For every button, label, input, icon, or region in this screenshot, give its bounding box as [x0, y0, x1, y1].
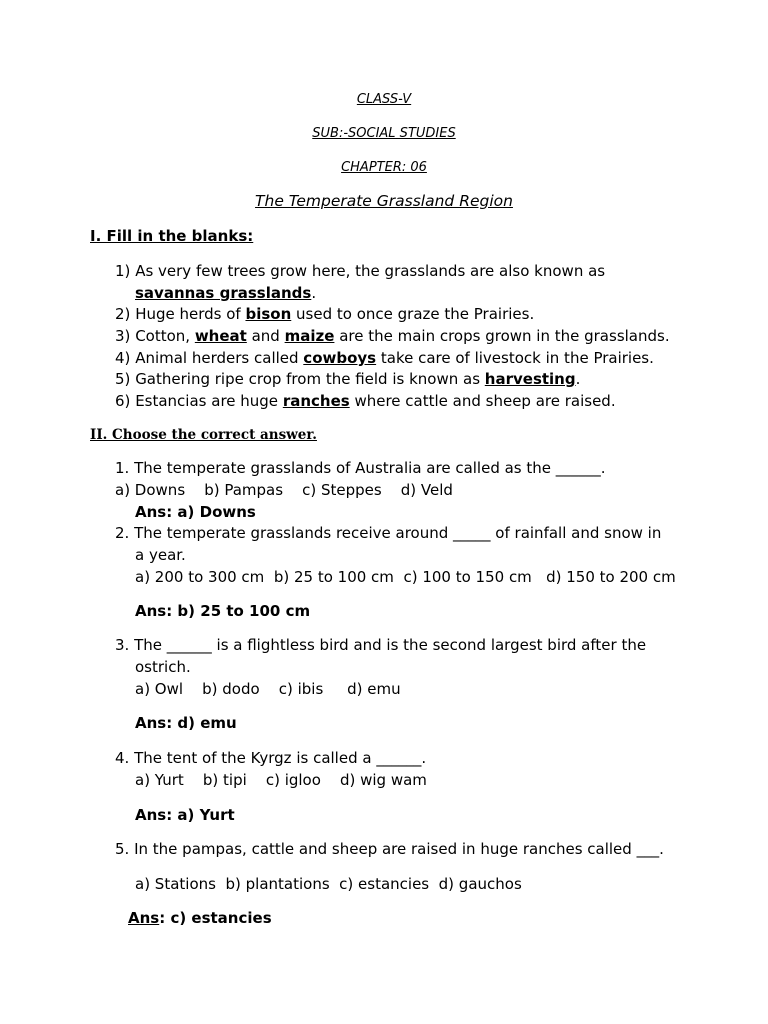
answer-text: : c) estancies [159, 909, 272, 927]
item-text: Estancias are huge [135, 392, 283, 410]
answer-line: Ans: d) emu [135, 714, 237, 732]
list-item-continuation [135, 284, 316, 302]
item-text: . [575, 370, 581, 388]
question [115, 524, 661, 542]
question-options: a) Downs b) Pampas c) Steppes d) Veld [115, 481, 453, 499]
list-item [115, 392, 616, 410]
question [115, 459, 606, 477]
question-text: The temperate grasslands of Australia are called as the ______. [134, 459, 606, 477]
answer-blank: wheat [194, 327, 247, 345]
item-number: 5) [115, 370, 131, 388]
question-text: The tent of the Kyrgz is called a ______. [134, 749, 427, 767]
question-text-continuation: a year. [135, 546, 186, 564]
question-options: a) Owl b) dodo c) ibis d) emu [135, 680, 401, 698]
answer-line: Ans: a) Downs [135, 503, 256, 521]
item-text: are the main crops grown in the grasslands. [334, 327, 670, 345]
question-text-continuation: ostrich. [135, 658, 191, 676]
question-options: a) Stations b) plantations c) estancies d) gauchos [135, 875, 522, 893]
answer-blank: ranches [282, 392, 350, 410]
item-number: 4) [115, 349, 131, 367]
item-number: 2) [115, 305, 131, 323]
item-text: As very few trees grow here, the grasslands are also known as [135, 262, 606, 280]
question-text: The temperate grasslands receive around _____ of rainfall and snow in [134, 524, 662, 542]
page-title: The Temperate Grassland Region [255, 192, 513, 210]
list-item [115, 327, 670, 345]
answer-line [128, 909, 272, 927]
question-text: The ______ is a flightless bird and is the second largest bird after the [134, 636, 647, 654]
question-options: a) Yurt b) tipi c) igloo d) wig wam [135, 771, 427, 789]
chapter-heading: CHAPTER: 06 [341, 160, 427, 175]
answer-label: Ans [128, 909, 160, 927]
item-text: Cotton, [135, 327, 195, 345]
list-item [115, 370, 580, 388]
answer-blank: savannas grasslands [135, 284, 312, 302]
answer-line: Ans: a) Yurt [135, 806, 235, 824]
section-heading-choose-answer: II. Choose the correct answer. [90, 427, 317, 443]
answer-blank: harvesting [484, 370, 576, 388]
question-number: 1. [115, 459, 130, 477]
list-item [115, 349, 654, 367]
item-text: take care of livestock in the Prairies. [376, 349, 654, 367]
item-text: used to once graze the Prairies. [291, 305, 535, 323]
item-text: Gathering ripe crop from the field is known as [135, 370, 485, 388]
item-number: 1) [115, 262, 131, 280]
question [115, 749, 426, 767]
answer-blank: maize [284, 327, 335, 345]
item-text: . [311, 284, 317, 302]
item-number: 3) [115, 327, 131, 345]
list-item [115, 305, 534, 323]
item-text: where cattle and sheep are raised. [349, 392, 616, 410]
subject-heading: SUB:-SOCIAL STUDIES [312, 126, 456, 141]
list-item [115, 262, 605, 280]
item-number: 6) [115, 392, 131, 410]
question-number: 2. [115, 524, 130, 542]
answer-blank: bison [245, 305, 292, 323]
question [115, 840, 664, 858]
class-heading: CLASS-V [356, 92, 412, 107]
question-options: a) 200 to 300 cm b) 25 to 100 cm c) 100 to 150 cm d) 150 to 200 cm [135, 568, 676, 586]
question-number: 5. [115, 840, 130, 858]
answer-blank: cowboys [303, 349, 377, 367]
question-number: 3. [115, 636, 130, 654]
section-heading-fill-blanks: I. Fill in the blanks: [90, 227, 254, 245]
item-text: Huge herds of [135, 305, 246, 323]
question-number: 4. [115, 749, 130, 767]
question-text: In the pampas, cattle and sheep are raised in huge ranches called ___. [134, 840, 664, 858]
item-text: Animal herders called [135, 349, 304, 367]
question [115, 636, 646, 654]
item-text: and [246, 327, 285, 345]
answer-line: Ans: b) 25 to 100 cm [135, 602, 311, 620]
